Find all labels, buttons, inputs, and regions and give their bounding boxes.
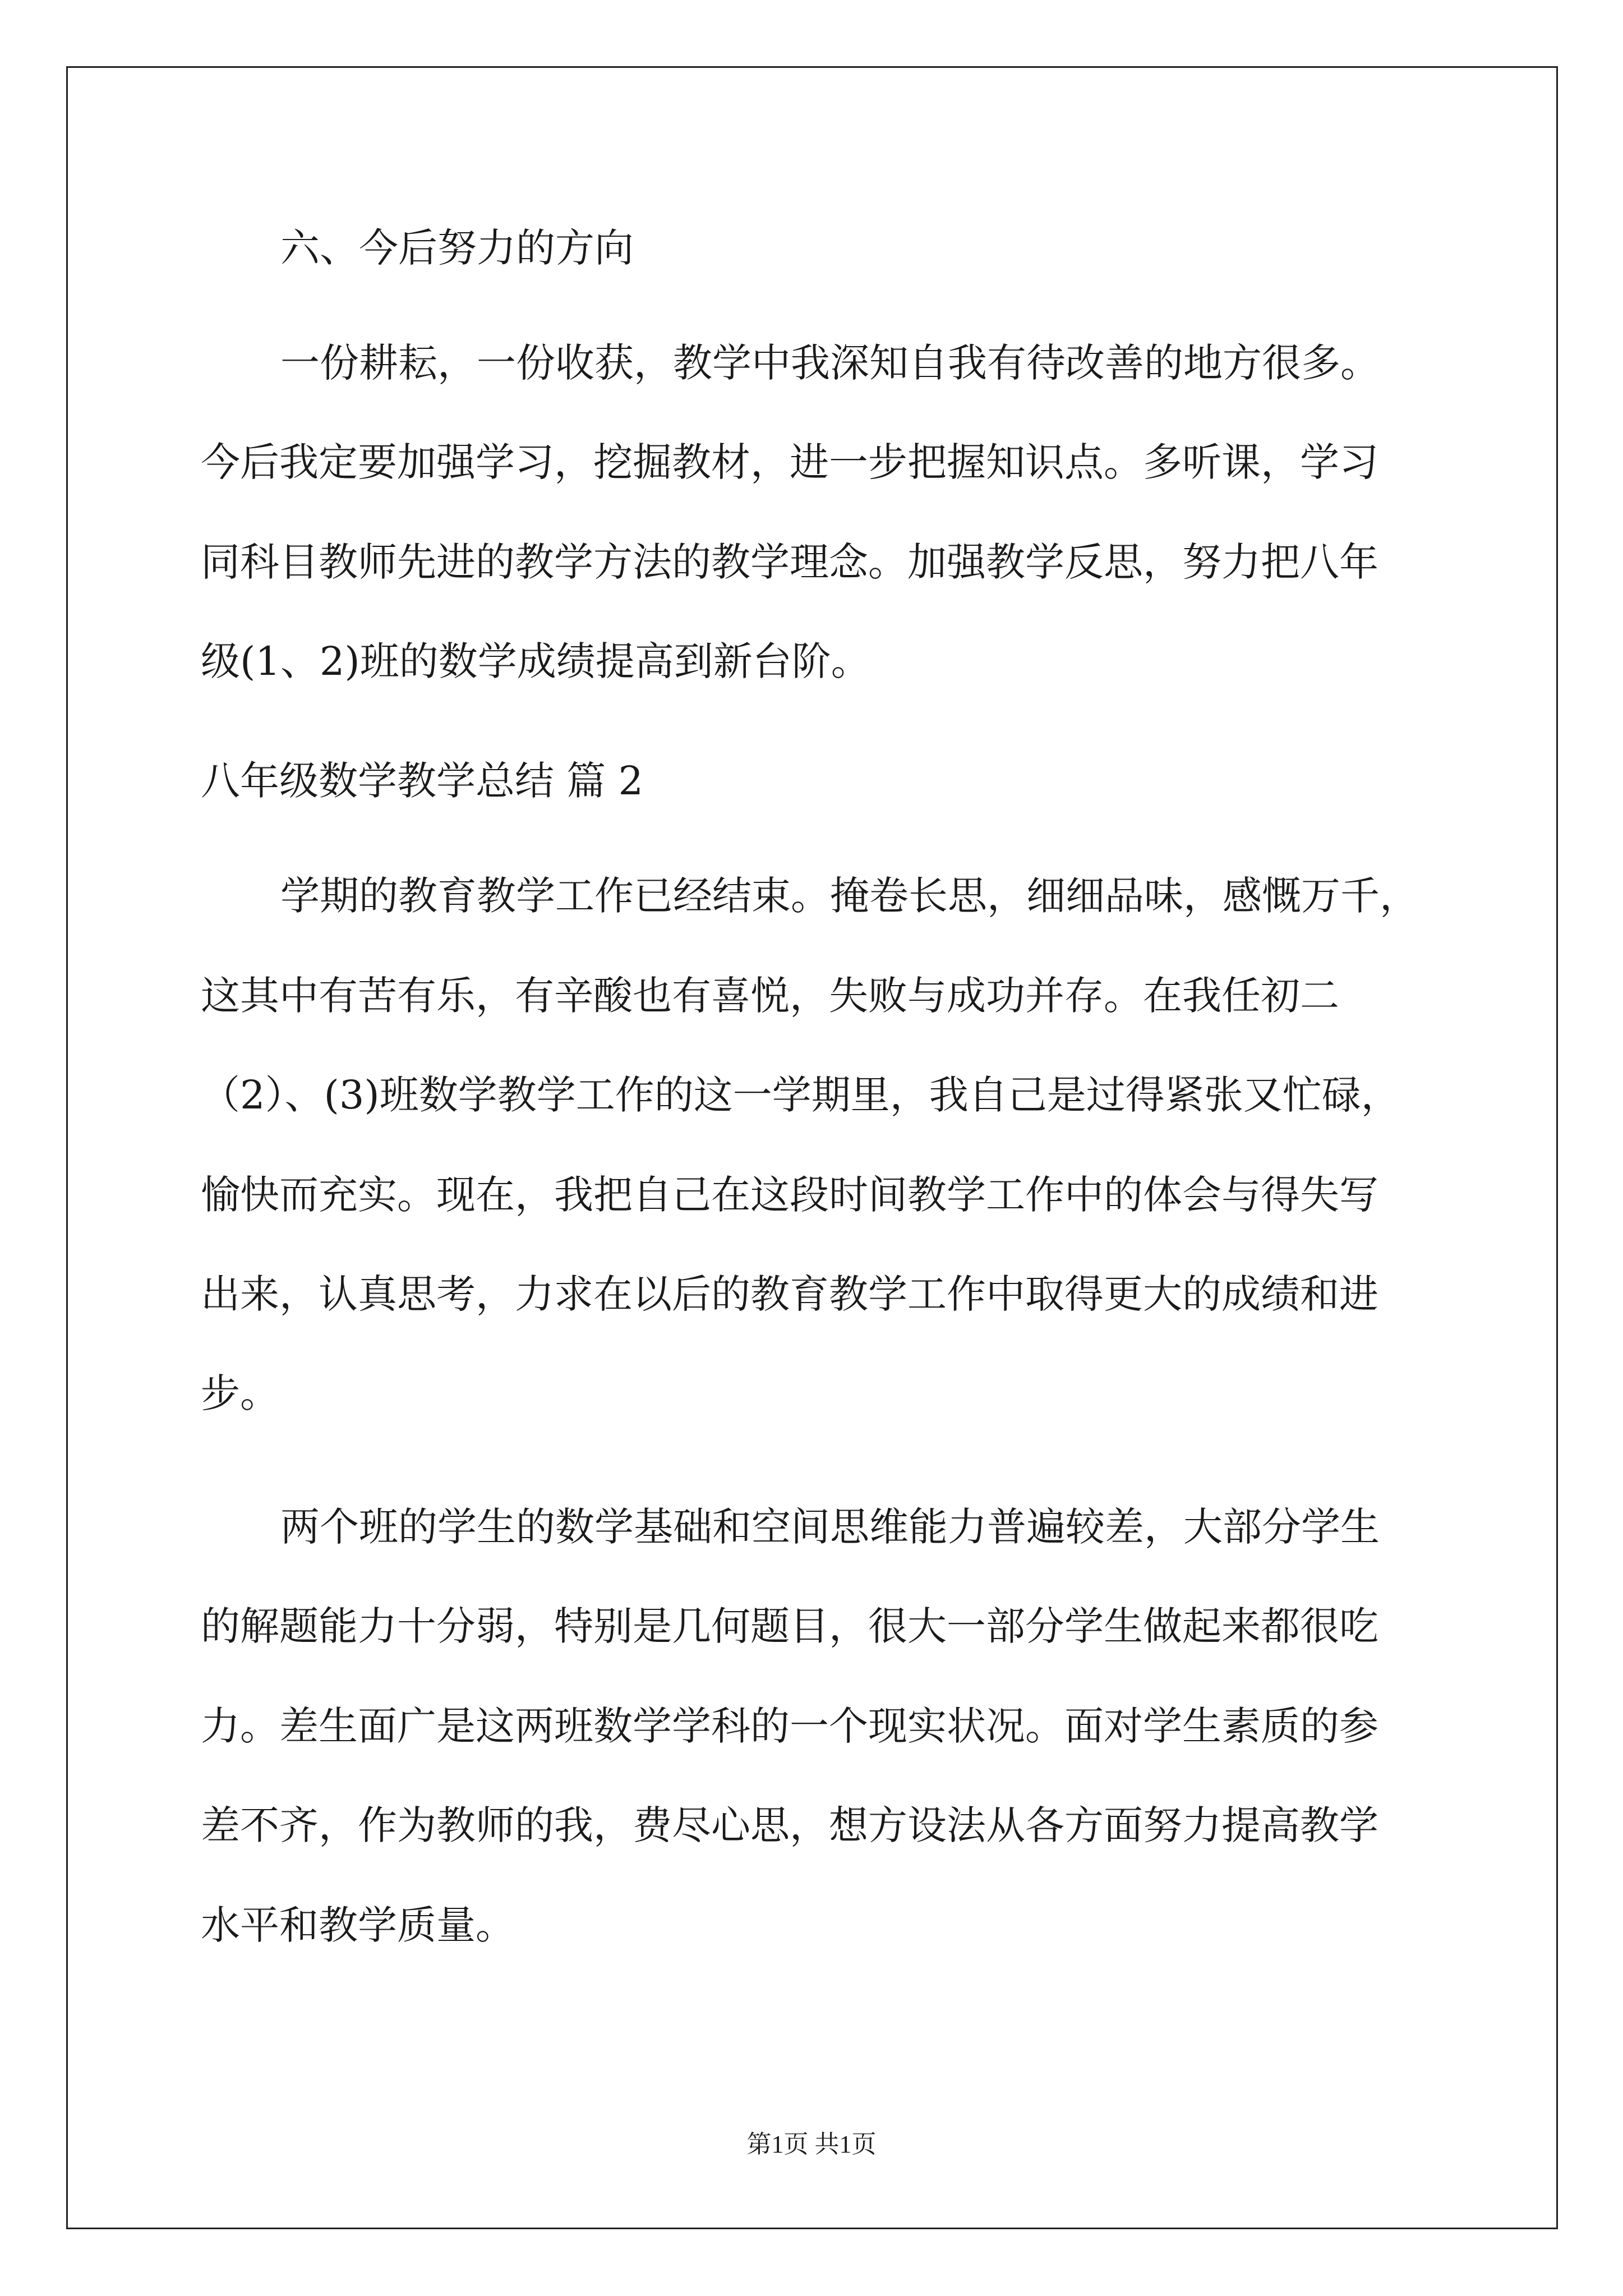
- article-title: 八年级数学教学总结 篇 2: [201, 758, 644, 804]
- paragraph-1-line-1: 一份耕耘，一份收获，教学中我深知自我有待改善的地方很多。: [280, 340, 1380, 386]
- paragraph-2-line-6: 步。: [201, 1370, 279, 1416]
- paragraph-2-line-2: 这其中有苦有乐，有辛酸也有喜悦，失败与成功并存。在我任初二: [201, 973, 1339, 1019]
- paragraph-2-line-1: 学期的教育教学工作已经结束。掩卷长思，细细品味，感慨万千，: [280, 873, 1419, 919]
- page-footer: 第1页 共1页: [746, 2131, 877, 2158]
- paragraph-2-line-4: 愉快而充实。现在，我把自己在这段时间教学工作中的体会与得失写: [201, 1172, 1378, 1218]
- paragraph-2-line-5: 出来，认真思考，力求在以后的教育教学工作中取得更大的成绩和进: [201, 1271, 1378, 1317]
- paragraph-3-line-4: 差不齐，作为教师的我，费尽心思，想方设法从各方面努力提高教学: [201, 1802, 1378, 1848]
- paragraph-3-line-2: 的解题能力十分弱，特别是几何题目，很大一部分学生做起来都很吃: [201, 1603, 1378, 1649]
- paragraph-3-line-3: 力。差生面广是这两班数学学科的一个现实状况。面对学生素质的参: [201, 1703, 1378, 1749]
- section-heading: 六、今后努力的方向: [280, 225, 634, 271]
- paragraph-2-line-3: （2）、(3)班数学教学工作的这一学期里，我自己是过得紧张又忙碌，: [201, 1072, 1400, 1118]
- paragraph-1-line-4: 级(1、2)班的数学成绩提高到新台阶。: [201, 638, 870, 684]
- paragraph-1-line-2: 今后我定要加强学习，挖掘教材，进一步把握知识点。多听课，学习: [201, 439, 1378, 485]
- paragraph-3-line-5: 水平和教学质量。: [201, 1902, 515, 1948]
- paragraph-1-line-3: 同科目教师先进的教学方法的教学理念。加强教学反思，努力把八年: [201, 539, 1378, 585]
- paragraph-3-line-1: 两个班的学生的数学基础和空间思维能力普遍较差，大部分学生: [280, 1504, 1380, 1550]
